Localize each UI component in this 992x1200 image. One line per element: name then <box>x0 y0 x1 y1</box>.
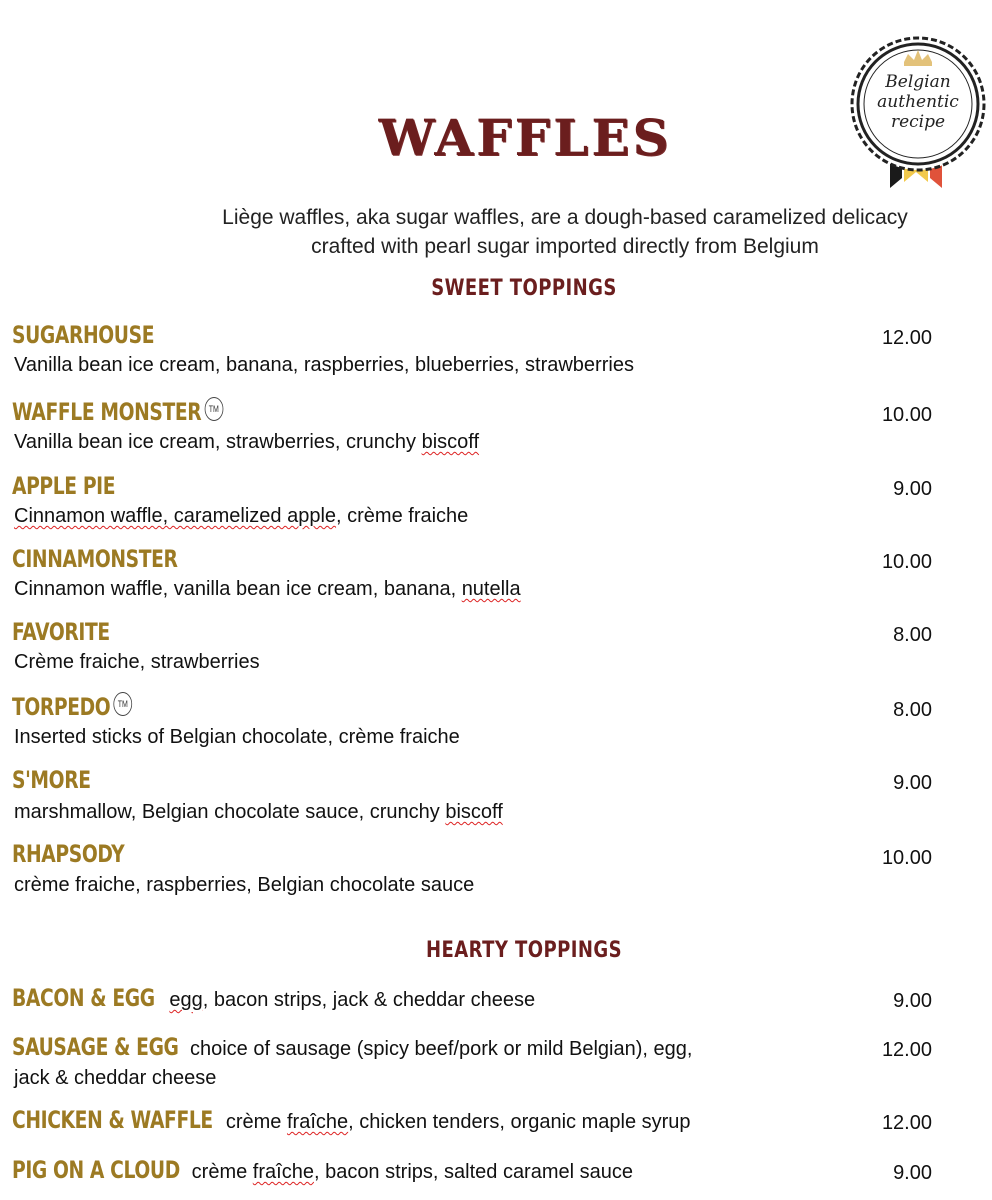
intro-text <box>150 203 980 261</box>
desc-misspelled: biscoff <box>445 801 503 823</box>
item-desc-sugarhouse: Vanilla bean ice cream, banana, raspberries, blueberries, strawberries <box>14 354 634 376</box>
item-name-smore: S'MORE <box>12 766 91 794</box>
desc-misspelled: biscoff <box>421 431 480 453</box>
item-price-bacon-egg: 9.00 <box>893 990 932 1012</box>
trademark-icon: TM <box>113 692 132 716</box>
desc-part: , bacon strips, salted caramel sauce <box>313 1161 633 1183</box>
item-price-sausage-egg: 12.00 <box>881 1039 932 1061</box>
item-price-smore: 9.00 <box>893 772 932 794</box>
item-name-pig-on-a-cloud: PIG ON A CLOUD <box>12 1156 180 1184</box>
item-price-waffle-monster: 10.00 <box>881 404 932 426</box>
sweet-toppings-heading: SWEET TOPPINGS <box>431 276 617 301</box>
item-desc-bacon-egg <box>169 989 535 1011</box>
item-desc-pig-on-a-cloud <box>192 1161 633 1183</box>
desc-misspelled: egg <box>169 989 203 1011</box>
page-title: WAFFLES <box>378 108 672 167</box>
item-price-pig-on-a-cloud: 9.00 <box>893 1162 932 1184</box>
item-desc-smore <box>14 801 503 824</box>
item-desc-apple-pie <box>14 505 468 528</box>
item-name-favorite: FAVORITE <box>12 618 110 646</box>
desc-part: , chicken tenders, organic maple syrup <box>348 1111 691 1133</box>
item-desc-sausage-egg-line2: jack & cheddar cheese <box>14 1067 217 1089</box>
item-name-sugarhouse: SUGARHOUSE <box>12 321 155 349</box>
trademark-icon: TM <box>204 397 223 421</box>
desc-misspelled: nutella <box>461 578 521 600</box>
desc-part: crème <box>225 1111 287 1133</box>
item-name-bacon-egg: BACON & EGG <box>12 984 155 1012</box>
item-desc-rhapsody: crème fraiche, raspberries, Belgian chocolate sauce <box>14 874 475 896</box>
item-price-favorite: 8.00 <box>893 624 932 646</box>
item-desc-sausage-egg: choice of sausage (spicy beef/pork or mild Belgian), egg, <box>189 1038 693 1060</box>
item-desc-cinnamonster <box>14 578 521 601</box>
item-name-rhapsody: RHAPSODY <box>12 840 125 868</box>
item-price-apple-pie: 9.00 <box>893 478 932 500</box>
desc-misspelled: Cinnamon waffle, caramelized apple <box>14 505 337 527</box>
item-price-chicken-waffle: 12.00 <box>881 1112 932 1134</box>
item-name-torpedo <box>12 692 132 721</box>
hearty-item-sausage-egg <box>12 1033 692 1061</box>
desc-part: , crème fraiche <box>336 505 469 527</box>
item-name-cinnamonster: CINNAMONSTER <box>12 545 178 573</box>
item-name-waffle-monster <box>12 397 223 426</box>
desc-misspelled: fraîche <box>286 1111 349 1133</box>
desc-part: Vanilla bean ice cream, strawberries, crunchy <box>14 431 422 453</box>
intro-line-1: Liège waffles, aka sugar waffles, are a dough-based caramelized delicacy <box>222 206 908 229</box>
hearty-item-bacon-egg <box>12 984 535 1012</box>
desc-part: marshmallow, Belgian chocolate sauce, crunchy <box>14 801 446 823</box>
item-price-cinnamonster: 10.00 <box>881 551 932 573</box>
badge-line-3: recipe <box>890 112 946 132</box>
hearty-item-pig-on-a-cloud <box>12 1156 633 1184</box>
desc-part: Cinnamon waffle, vanilla bean ice cream, banana, <box>14 578 462 600</box>
item-desc-waffle-monster <box>14 431 479 454</box>
intro-line-2: crafted with pearl sugar imported directly from Belgium <box>311 235 819 258</box>
item-name-text: WAFFLE MONSTER <box>12 398 202 426</box>
item-name-chicken-waffle: CHICKEN & WAFFLE <box>12 1106 213 1134</box>
item-desc-chicken-waffle <box>226 1111 691 1133</box>
item-price-rhapsody: 10.00 <box>881 847 932 869</box>
desc-part: crème <box>191 1161 253 1183</box>
hearty-toppings-heading: HEARTY TOPPINGS <box>426 938 622 963</box>
item-desc-favorite: Crème fraiche, strawberries <box>14 651 260 673</box>
item-price-sugarhouse: 12.00 <box>881 327 932 349</box>
badge-line-2: authentic <box>877 92 959 112</box>
hearty-item-chicken-waffle <box>12 1106 691 1134</box>
item-name-sausage-egg: SAUSAGE & EGG <box>12 1033 179 1061</box>
item-desc-torpedo: Inserted sticks of Belgian chocolate, crème fraiche <box>14 726 460 748</box>
item-name-text: TORPEDO <box>12 693 111 721</box>
desc-misspelled: fraîche <box>252 1161 314 1183</box>
item-price-torpedo: 8.00 <box>893 699 932 721</box>
desc-part: , bacon strips, jack & cheddar cheese <box>202 989 536 1011</box>
item-name-apple-pie: APPLE PIE <box>12 472 116 500</box>
badge-line-1: Belgian <box>885 72 951 92</box>
